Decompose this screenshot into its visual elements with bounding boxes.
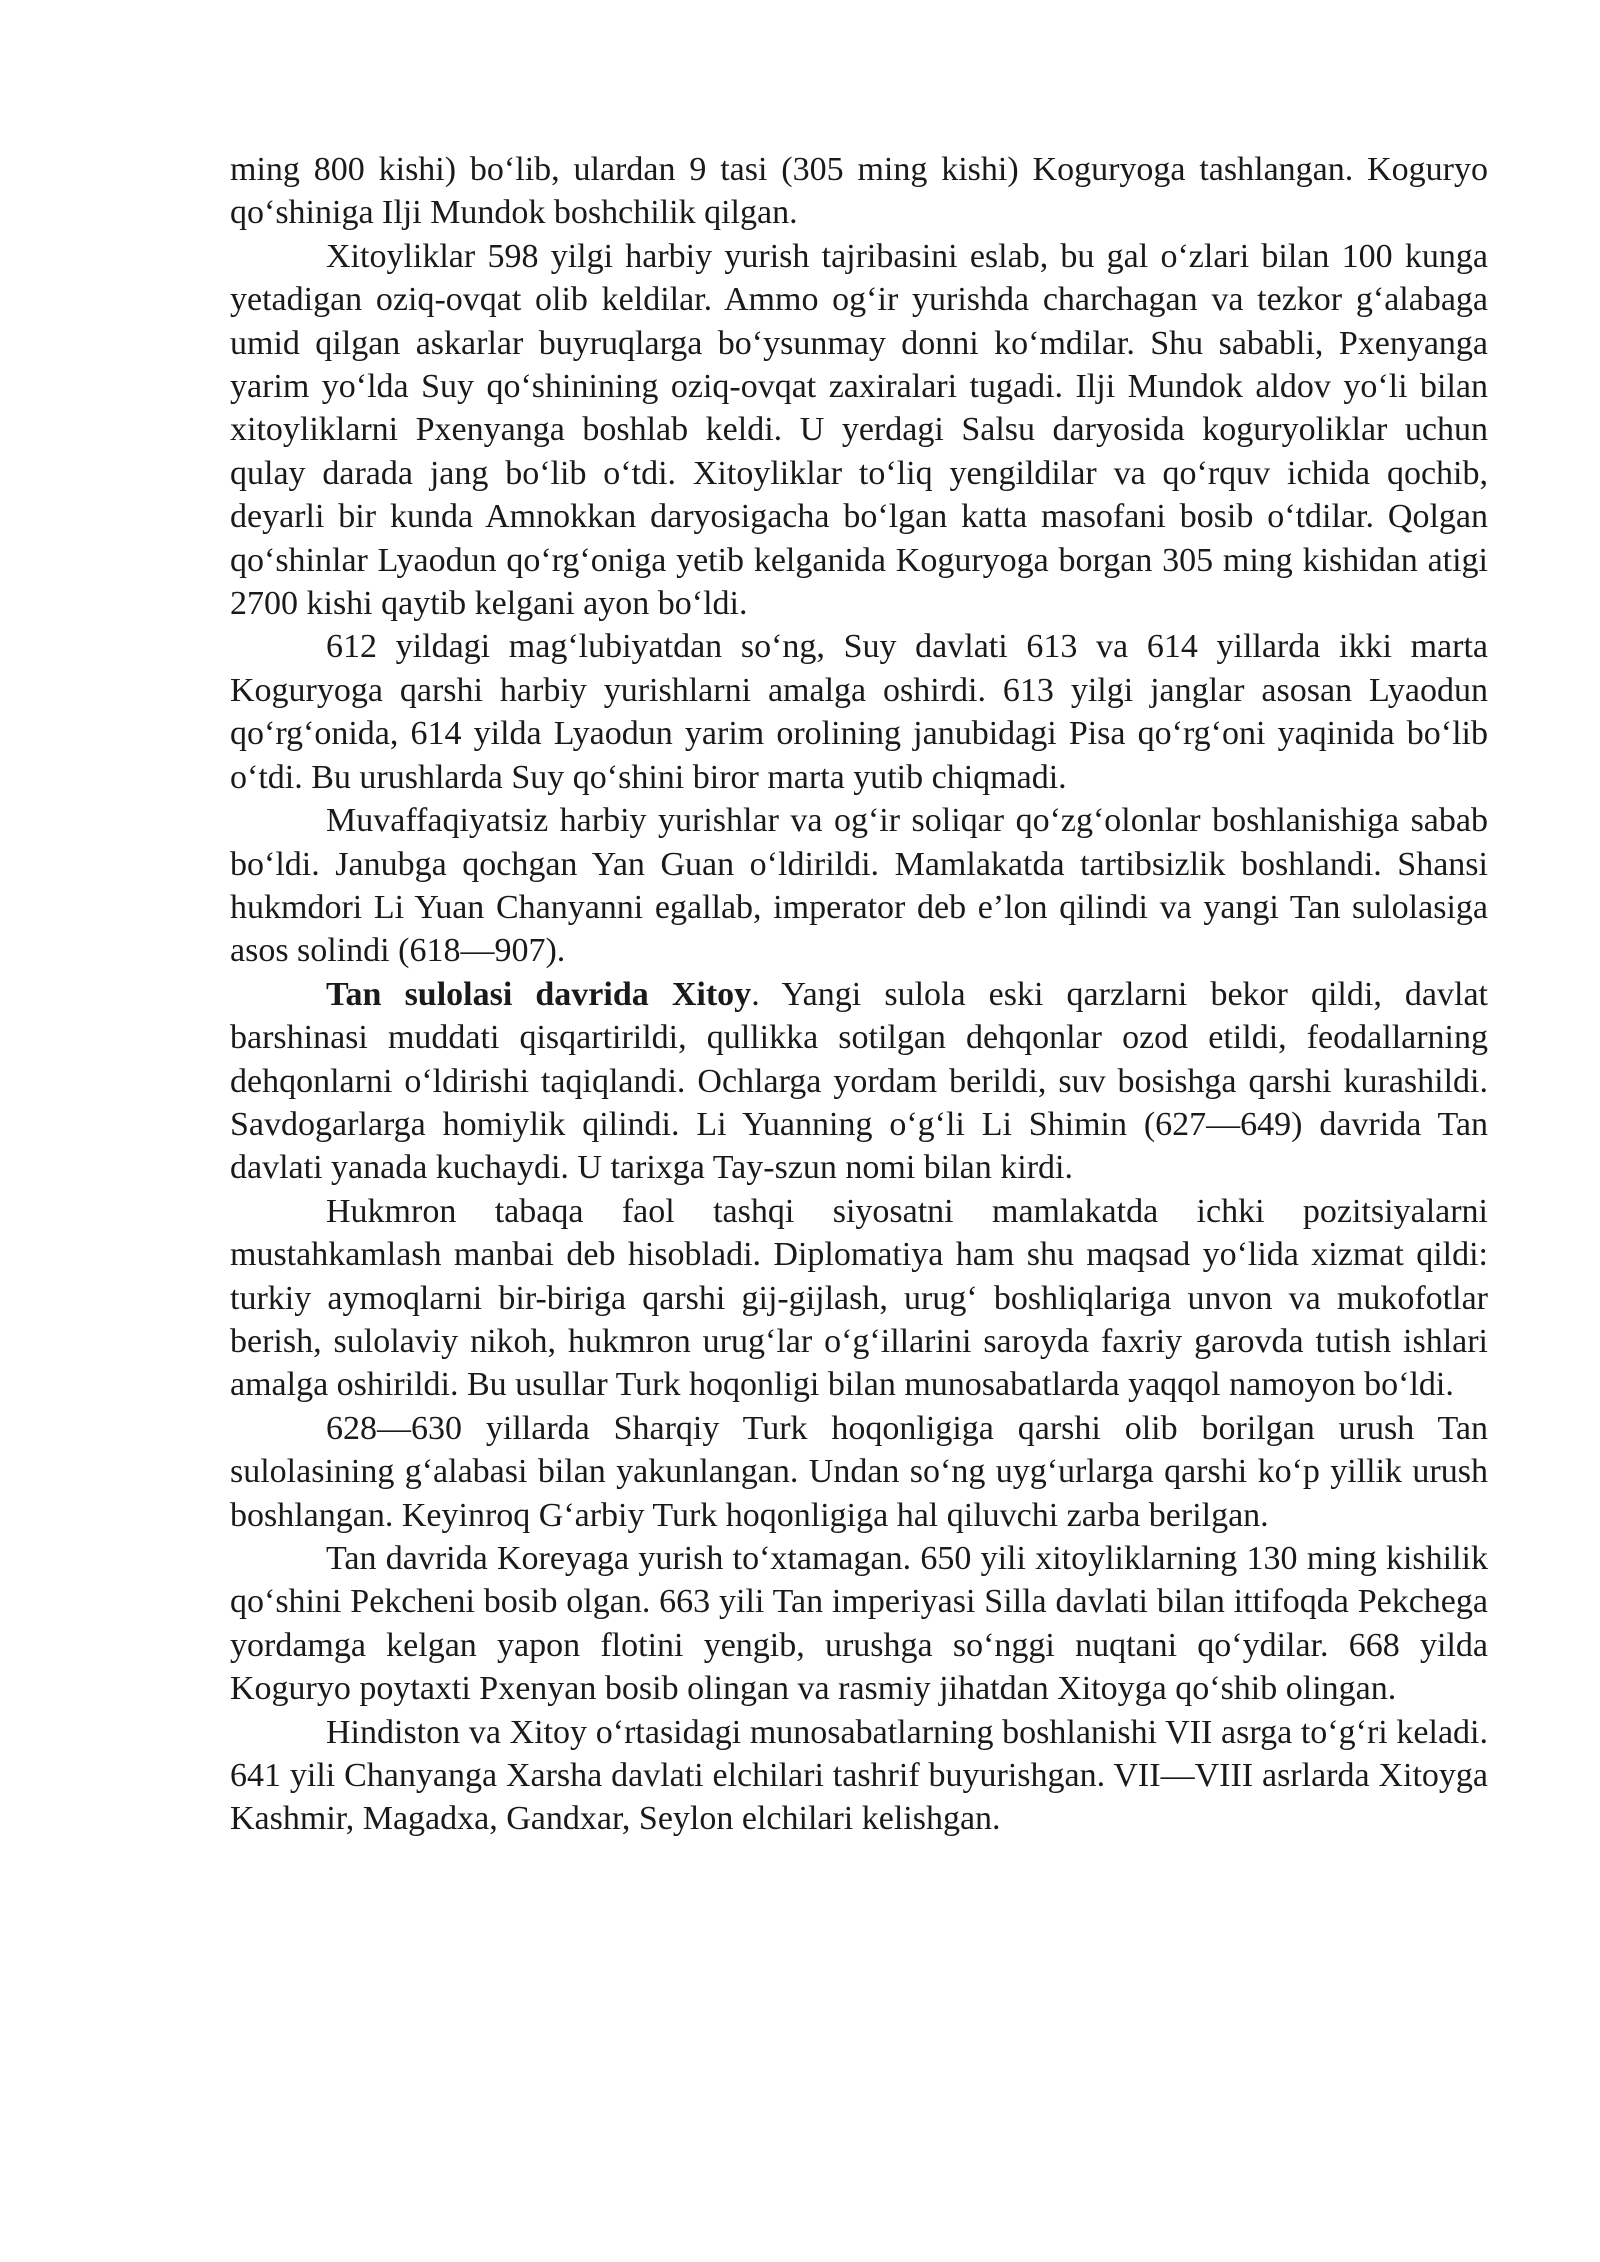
paragraph-text: Hukmron tabaqa faol tashqi siyosatni mamlakatda ichki pozitsiyalarni mustahkamlash manbai deb hisobladi. Diplomatiya ham shu maqsad yo‘lida xizmat qildi: turkiy aymoqlarni bir-biriga qarshi gij-gijlash, urug‘ boshliqlariga unvon va mukofotlar berish, sulolaviy nikoh, hukmron urug‘lar o‘g‘illarini saroyda faxriy garovda tutish ishlari amalga oshirildi. Bu usullar Turk hoqonligi bilan munosabatlarda yaqqol namoyon bo‘ldi. bbox=[230, 1192, 1488, 1404]
paragraph-korea-campaigns bbox=[230, 1537, 1488, 1711]
paragraph-foreign-policy bbox=[230, 1190, 1488, 1407]
section-heading-inline: Tan sulolasi davrida Xitoy bbox=[326, 975, 752, 1013]
document-page bbox=[230, 148, 1488, 1841]
paragraph-continuation bbox=[230, 148, 1488, 235]
paragraph-india-relations bbox=[230, 1711, 1488, 1841]
paragraph-salsu-battle bbox=[230, 235, 1488, 626]
paragraph-text: 612 yildagi mag‘lubiyatdan so‘ng, Suy davlati 613 va 614 yillarda ikki marta Koguryoga qarshi harbiy yurishlarni amalga oshirdi. 613 yilgi janglar asosan Lyaodun qo‘rg‘onida, 614 yilda Lyaodun yarim orolining janubidagi Pisa qo‘rg‘oni yaqinida bo‘lib o‘tdi. Bu urushlarda Suy qo‘shini biror marta yutib chiqmadi. bbox=[230, 628, 1488, 796]
paragraph-613-614-campaigns bbox=[230, 625, 1488, 799]
paragraph-text: Tan davrida Koreyaga yurish to‘xtamagan. 650 yili xitoyliklarning 130 ming kishilik qo‘shini Pekcheni bosib olgan. 663 yili Tan imperiyasi Silla davlati bilan ittifoqda Pekchega yordamga kelgan yapon flotini yengib, urushga so‘nggi nuqtani qo‘ydilar. 668 yilda Koguryo poytaxti Pxenyan bosib olingan va rasmiy jihatdan Xitoyga qo‘shib olingan. bbox=[230, 1540, 1488, 1708]
paragraph-text: Xitoyliklar 598 yilgi harbiy yurish tajribasini eslab, bu gal o‘zlari bilan 100 kunga yetadigan oziq-ovqat olib keldilar. Ammo og‘ir yurishda charchagan va tezkor g‘alabaga umid qilgan askarlar buyruqlarga bo‘ysunmay donni ko‘mdilar. Shu sababli, Pxenyanga yarim yo‘lda Suy qo‘shinining oziq-ovqat zaxiralari tugadi. Ilji Mundok aldov yo‘li bilan xitoyliklarni Pxenyanga boshlab keldi. U yerdagi Salsu daryosida koguryoliklar uchun qulay darada jang bo‘lib o‘tdi. Xitoyliklar to‘liq yengildilar va qo‘rquv ichida qochib, deyarli bir kunda Amnokkan daryosigacha bo‘lgan katta masofani bosib o‘tdilar. Qolgan qo‘shinlar Lyaodun qo‘rg‘oniga yetib kelganida Koguryoga borgan 305 ming kishidan atigi 2700 kishi qaytib kelgani ayon bo‘ldi. bbox=[230, 237, 1488, 623]
paragraph-text: 628—630 yillarda Sharqiy Turk hoqonligiga qarshi olib borilgan urush Tan sulolasining g‘alabasi bilan yakunlangan. Undan so‘ng uyg‘urlarga qarshi ko‘p yillik urush boshlangan. Keyinroq G‘arbiy Turk hoqonligiga hal qiluvchi zarba berilgan. bbox=[230, 1409, 1488, 1534]
paragraph-turk-wars bbox=[230, 1407, 1488, 1537]
paragraph-text: ming 800 kishi) bo‘lib, ulardan 9 tasi (305 ming kishi) Koguryoga tashlangan. Koguryo qo‘shiniga Ilji Mundok boshchilik qilgan. bbox=[230, 151, 1488, 232]
paragraph-tan-founding bbox=[230, 799, 1488, 973]
paragraph-text: Muvaffaqiyatsiz harbiy yurishlar va og‘ir soliqar qo‘zg‘olonlar boshlanishiga sabab bo‘ldi. Janubga qochgan Yan Guan o‘ldirildi. Mamlakatda tartibsizlik boshlandi. Shansi hukmdori Li Yuan Chanyanni egallab, imperator deb e’lon qilindi va yangi Tan sulolasiga asos solindi (618—907). bbox=[230, 802, 1488, 970]
paragraph-text: . Yangi sulola eski qarzlarni bekor qildi, davlat barshinasi muddati qisqartirildi, qullikka sotilgan dehqonlar ozod etildi, feodallarning dehqonlarni o‘ldirishi taqiqlandi. Ochlarga yordam berildi, suv bosishga qarshi kurashildi. Savdogarlarga homiylik qilindi. Li Yuanning o‘g‘li Li Shimin (627—649) davrida Tan davlati yanada kuchaydi. U tarixga Tay-szun nomi bilan kirdi. bbox=[230, 975, 1488, 1187]
paragraph-text: Hindiston va Xitoy o‘rtasidagi munosabatlarning boshlanishi VII asrga to‘g‘ri keladi. 641 yili Chanyanga Xarsha davlati elchilari tashrif buyurishgan. VII—VIII asrlarda Xitoyga Kashmir, Magadxa, Gandxar, Seylon elchilari kelishgan. bbox=[230, 1713, 1488, 1838]
paragraph-tan-dynasty bbox=[230, 973, 1488, 1190]
